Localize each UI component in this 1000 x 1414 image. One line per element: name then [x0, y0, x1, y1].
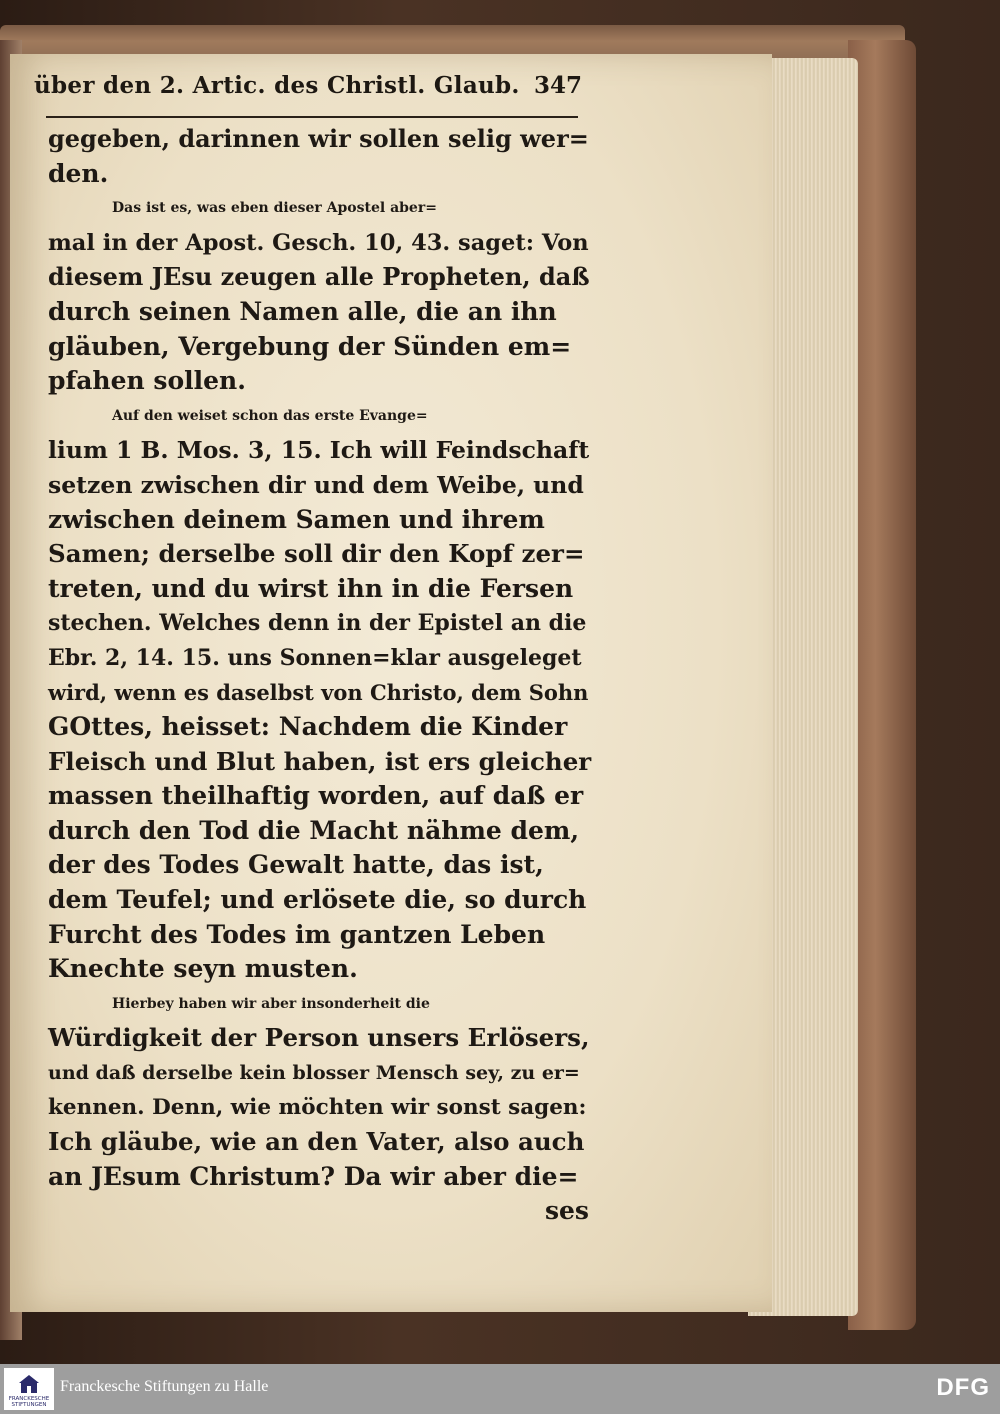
text-line: Ich gläube, wie an den Vater, also auch [48, 1127, 585, 1157]
text-line: Ebr. 2, 14. 15. uns Sonnen=klar ausgeleget [48, 644, 582, 671]
text-line: Knechte seyn musten. [48, 954, 358, 984]
text-line: Furcht des Todes im gantzen Leben [48, 919, 546, 949]
running-header [34, 72, 582, 112]
footer-bar [0, 1364, 1000, 1414]
text-line: massen theilhaftig worden, auf daß er [48, 781, 584, 811]
text-line: setzen zwischen dir und dem Weibe, und [48, 470, 584, 499]
text-line: stechen. Welches denn in der Epistel an die [48, 610, 587, 637]
foundation-logo[interactable] [4, 1368, 54, 1410]
text-line: dem Teufel; und erlösete die, so durch [48, 885, 587, 915]
dfg-logo[interactable]: DFG [936, 1374, 990, 1401]
text-line: Fleisch und Blut haben, ist ers gleicher [48, 746, 592, 776]
text-line: pfahen sollen. [48, 366, 246, 396]
catchword: ses [544, 1196, 589, 1226]
text-line: Auf den weiset schon das erste Evange= [112, 407, 428, 424]
text-line: GOttes, heisset: Nachdem die Kinder [48, 712, 568, 742]
institution-name: Franckesche Stiftungen zu Halle [60, 1378, 269, 1395]
text-line: Würdigkeit der Person unsers Erlösers, [48, 1023, 590, 1053]
header-title: über den 2. Artic. des Christl. Glaub. [34, 72, 520, 99]
text-line: durch seinen Namen alle, die an ihn [48, 296, 557, 326]
text-line: der des Todes Gewalt hatte, das ist, [48, 850, 544, 880]
text-line: Das ist es, was eben dieser Apostel aber= [112, 200, 437, 217]
text-line: Samen; derselbe soll dir den Kopf zer= [48, 539, 585, 569]
text-line: an JEsum Christum? Da wir aber die= [48, 1161, 579, 1191]
text-line: lium 1 B. Mos. 3, 15. Ich will Feindschaft [48, 436, 590, 465]
text-line: und daß derselbe kein blosser Mensch sey, zu er= [48, 1062, 580, 1085]
header-rule [46, 116, 578, 118]
text-line: mal in der Apost. Gesch. 10, 43. saget: Von [48, 229, 589, 256]
text-line: gläuben, Vergebung der Sünden em= [48, 331, 572, 361]
text-line: treten, und du wirst ihn in die Fersen [48, 573, 574, 603]
text-line: durch den Tod die Macht nähme dem, [48, 815, 580, 845]
logo-text: FRANCKESCHE STIFTUNGEN [8, 1396, 50, 1408]
book-cover-right [848, 40, 916, 1330]
text-line: diesem JEsu zeugen alle Propheten, daß [48, 262, 590, 292]
text-line: den. [48, 158, 109, 188]
text-line: wird, wenn es daselbst von Christo, dem Sohn [48, 679, 589, 705]
building-icon [18, 1373, 40, 1395]
text-line: kennen. Denn, wie möchten wir sonst sagen: [48, 1094, 587, 1120]
text-line: zwischen deinem Samen und ihrem [48, 504, 545, 534]
page-number: 347 [533, 72, 582, 99]
text-line: gegeben, darinnen wir sollen selig wer= [48, 124, 589, 153]
body-text [48, 122, 593, 1229]
text-line: Hierbey haben wir aber insonderheit die [112, 995, 430, 1012]
